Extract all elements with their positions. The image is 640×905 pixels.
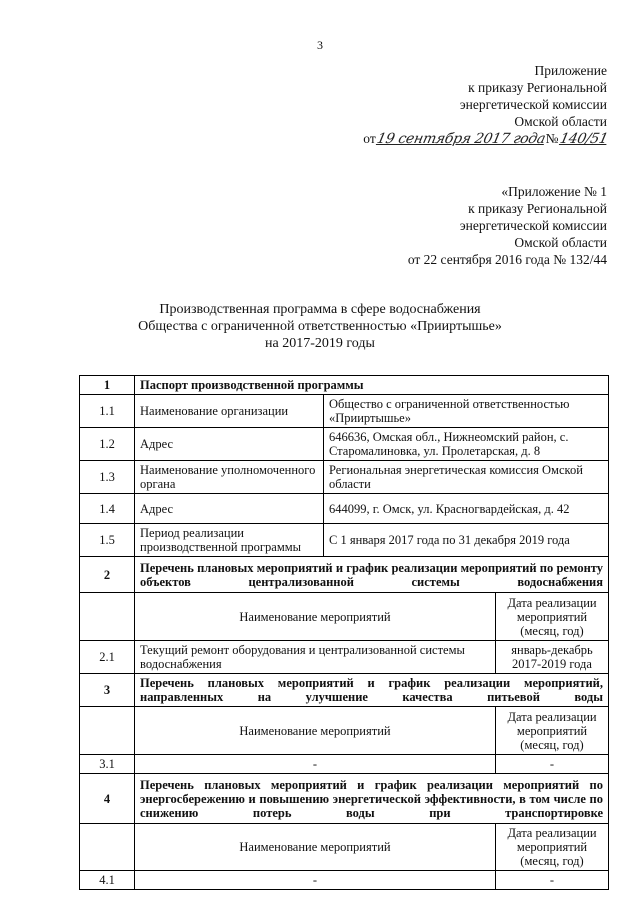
row-label: Период реализации производственной программы	[135, 524, 324, 557]
empty-cell	[80, 593, 135, 641]
appendix-line: к приказу Региональной	[468, 80, 607, 95]
appendix-line: энергетической комиссии	[459, 218, 607, 233]
column-header-name: Наименование мероприятий	[135, 593, 496, 641]
row-label: Адрес	[135, 494, 324, 524]
appendix-line: Омской области	[514, 114, 607, 129]
activity-name: Текущий ремонт оборудования и централизованной системы водоснабжения	[135, 641, 496, 674]
handwritten-date: 19 сентября 2017 года	[375, 131, 547, 147]
section-title: Паспорт производственной программы	[135, 376, 609, 395]
row-value: С 1 января 2017 года по 31 декабря 2019 года	[324, 524, 609, 557]
column-header-name: Наименование мероприятий	[135, 707, 496, 755]
section-number: 3	[80, 674, 135, 707]
row-number: 3.1	[80, 755, 135, 774]
row-number: 1.5	[80, 524, 135, 557]
table-row	[80, 755, 609, 774]
empty-cell	[80, 824, 135, 871]
section-number: 2	[80, 557, 135, 593]
row-label: Наименование уполномоченного органа	[135, 461, 324, 494]
appendix-line: Омской области	[514, 235, 607, 250]
row-number: 1.3	[80, 461, 135, 494]
row-number: 1.1	[80, 395, 135, 428]
appendix-header-original	[408, 183, 607, 268]
row-number: 1.2	[80, 428, 135, 461]
row-value: 646636, Омская обл., Нижнеомский район, с. Старомалиновка, ул. Пролетарская, д. 8	[324, 428, 609, 461]
table-row	[80, 428, 609, 461]
empty-cell	[80, 707, 135, 755]
row-label: Адрес	[135, 428, 324, 461]
row-value: Общество с ограниченной ответственностью «Прииртышье»	[324, 395, 609, 428]
row-number: 2.1	[80, 641, 135, 674]
table-row	[80, 641, 609, 674]
section-header-row	[80, 557, 609, 593]
program-passport-table	[79, 375, 609, 890]
program-title	[0, 301, 640, 352]
column-header-name: Наименование мероприятий	[135, 824, 496, 871]
row-value: 644099, г. Омск, ул. Красногвардейская, д. 42	[324, 494, 609, 524]
activity-date: -	[496, 871, 609, 890]
activity-date: -	[496, 755, 609, 774]
section-header-row	[80, 376, 609, 395]
table-row	[80, 494, 609, 524]
number-prefix: №	[545, 131, 559, 146]
program-title-line: на 2017-2019 годы	[265, 336, 375, 351]
section-title: Перечень плановых мероприятий и график реализации мероприятий по ремонту объектов централизованной системы водоснабжения	[135, 557, 609, 593]
column-header-date: Дата реализации мероприятий (месяц, год)	[496, 824, 609, 871]
appendix-line: к приказу Региональной	[468, 201, 607, 216]
row-label: Наименование организации	[135, 395, 324, 428]
appendix-line: от 22 сентября 2016 года № 132/44	[407, 252, 607, 267]
section-number: 1	[80, 376, 135, 395]
activity-date: январь-декабрь 2017-2019 года	[496, 641, 609, 674]
column-header-row	[80, 593, 609, 641]
row-number: 4.1	[80, 871, 135, 890]
appendix-line: «Приложение № 1	[501, 184, 607, 199]
column-header-date: Дата реализации мероприятий (месяц, год)	[496, 707, 609, 755]
section-header-row	[80, 774, 609, 824]
appendix-header-new	[363, 62, 607, 148]
row-value: Региональная энергетическая комиссия Омской области	[324, 461, 609, 494]
section-title: Перечень плановых мероприятий и график реализации мероприятий, направленных на улучшение качества питьевой воды	[135, 674, 609, 707]
activity-name: -	[135, 755, 496, 774]
activity-name: -	[135, 871, 496, 890]
program-title-line: Общества с ограниченной ответственностью «Прииртышье»	[138, 319, 502, 334]
program-title-line: Производственная программа в сфере водоснабжения	[159, 302, 481, 317]
date-prefix: от	[363, 131, 376, 146]
section-header-row	[80, 674, 609, 707]
column-header-row	[80, 707, 609, 755]
appendix-line: энергетической комиссии	[459, 97, 607, 112]
section-title: Перечень плановых мероприятий и график реализации мероприятий по энергосбережению и повышению энергетической эффективности, в том числе по снижению потерь воды при транспортировке	[135, 774, 609, 824]
row-number: 1.4	[80, 494, 135, 524]
order-date-line	[363, 130, 607, 148]
section-number: 4	[80, 774, 135, 824]
page-number: 3	[317, 38, 323, 52]
column-header-row	[80, 824, 609, 871]
table-row	[80, 395, 609, 428]
table-row	[80, 461, 609, 494]
table-row	[80, 524, 609, 557]
handwritten-number: 140/51	[557, 131, 609, 147]
appendix-line: Приложение	[534, 63, 607, 78]
table-row	[80, 871, 609, 890]
column-header-date: Дата реализации мероприятий (месяц, год)	[496, 593, 609, 641]
